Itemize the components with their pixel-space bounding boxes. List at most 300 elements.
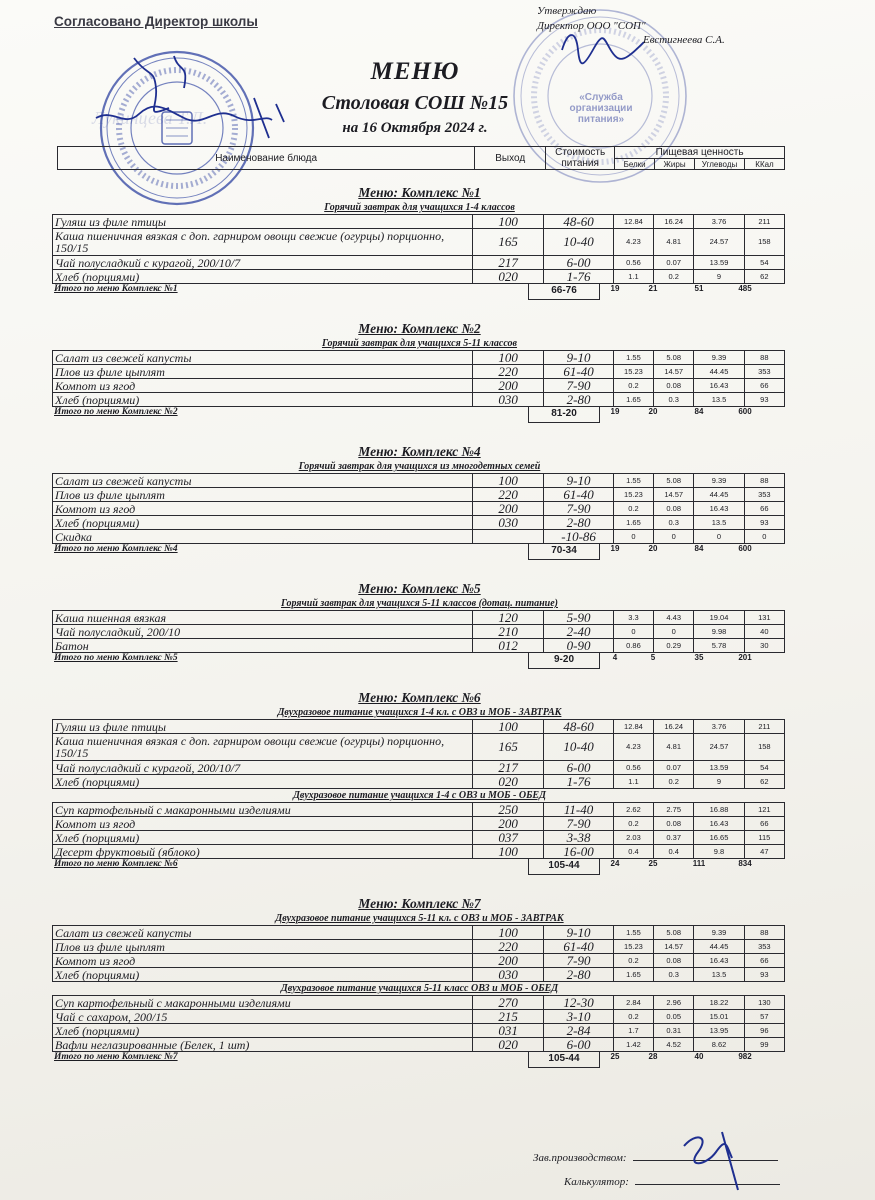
dish-price: 7-90 (544, 817, 613, 831)
dish-price: 61-40 (544, 940, 613, 954)
dish-portion: 217 (472, 256, 543, 270)
total-u: 84 (694, 544, 704, 553)
dish-portion: 200 (472, 817, 543, 831)
dish-name: Хлеб (порциями) (53, 270, 473, 284)
table-row (53, 215, 785, 229)
total-b: 19 (610, 544, 620, 553)
table-row (53, 720, 785, 734)
column-kcal-header: ККал (745, 159, 785, 170)
nutrition-b: 1.1 (613, 775, 653, 789)
table-row (53, 761, 785, 775)
dish-name: Вафли неглазированные (Белек, 1 шт) (53, 1038, 473, 1052)
items-table (52, 925, 785, 982)
nutrition-b: 1.7 (613, 1024, 653, 1038)
dish-name: Компот из ягод (53, 954, 473, 968)
nutrition-b: 1.65 (613, 393, 653, 407)
column-carbs-header: Углеводы (695, 159, 745, 170)
total-kcal: 600 (738, 544, 752, 553)
nutrition-kcal: 47 (744, 845, 784, 859)
nutrition-b: 0.56 (613, 761, 653, 775)
nutrition-kcal: 54 (744, 256, 784, 270)
document-title: МЕНЮ (370, 58, 460, 85)
dish-price: 2-84 (544, 1024, 613, 1038)
nutrition-kcal: 131 (744, 611, 784, 625)
nutrition-b: 1.1 (613, 270, 653, 284)
table-row (53, 803, 785, 817)
dish-portion: 215 (472, 1010, 543, 1024)
dish-price: 10-40 (544, 229, 613, 256)
dish-price: 3-38 (544, 831, 613, 845)
nutrition-kcal: 88 (744, 351, 784, 365)
nutrition-kcal: 88 (744, 926, 784, 940)
nutrition-u: 16.43 (694, 502, 744, 516)
nutrition-b: 1.55 (613, 926, 653, 940)
total-zh: 20 (648, 407, 658, 416)
dish-price: 1-76 (544, 270, 613, 284)
production-manager-signature (676, 1122, 756, 1192)
items-table (52, 214, 785, 284)
table-row (53, 954, 785, 968)
dish-price: 2-80 (544, 393, 613, 407)
complex-title: Меню: Комплекс №6 (358, 690, 481, 705)
nutrition-b: 0.56 (613, 256, 653, 270)
total-zh: 5 (650, 653, 656, 662)
total-u: 35 (694, 653, 704, 662)
dish-price: 7-90 (544, 502, 613, 516)
nutrition-kcal: 40 (744, 625, 784, 639)
table-row (53, 256, 785, 270)
nutrition-kcal: 93 (744, 393, 784, 407)
nutrition-b: 2.62 (613, 803, 653, 817)
nutrition-b: 0 (613, 530, 653, 544)
nutrition-zh: 0.3 (654, 968, 694, 982)
nutrition-kcal: 211 (744, 215, 784, 229)
dish-portion: 100 (472, 215, 543, 229)
nutrition-b: 1.55 (613, 474, 653, 488)
dish-name: Плов из филе цыплят (53, 940, 473, 954)
nutrition-kcal: 66 (744, 502, 784, 516)
nutrition-u: 13.5 (694, 393, 744, 407)
dish-portion: 250 (472, 803, 543, 817)
total-b: 24 (610, 859, 620, 868)
total-price: 81-20 (528, 407, 600, 423)
dish-portion: 100 (472, 845, 543, 859)
nutrition-u: 9.98 (694, 625, 744, 639)
dish-name: Хлеб (порциями) (53, 1024, 473, 1038)
nutrition-zh: 2.75 (654, 803, 694, 817)
dish-name: Скидка (53, 530, 473, 544)
total-label: Итого по меню Комплекс №4 (54, 544, 178, 554)
nutrition-zh: 14.57 (654, 488, 694, 502)
agreed-label: Согласовано Директор школы (54, 14, 258, 29)
nutrition-kcal: 211 (744, 720, 784, 734)
nutrition-zh: 0.3 (654, 393, 694, 407)
dish-name: Хлеб (порциями) (53, 968, 473, 982)
nutrition-zh: 14.57 (654, 940, 694, 954)
total-kcal: 600 (738, 407, 752, 416)
dish-portion: 100 (472, 474, 543, 488)
dish-name: Суп картофельный с макаронными изделиями (53, 803, 473, 817)
table-row (53, 229, 785, 256)
total-kcal: 201 (738, 653, 752, 662)
nutrition-zh: 0 (654, 625, 694, 639)
nutrition-zh: 16.24 (654, 720, 694, 734)
dish-name: Десерт фруктовый (яблоко) (53, 845, 473, 859)
nutrition-b: 15.23 (613, 940, 653, 954)
dish-portion: 210 (472, 625, 543, 639)
dish-price: 2-80 (544, 968, 613, 982)
nutrition-zh: 0 (654, 530, 694, 544)
complex-title: Меню: Комплекс №7 (358, 896, 481, 911)
nutrition-u: 19.04 (694, 611, 744, 625)
nutrition-b: 2.84 (613, 996, 653, 1010)
dish-price: -10-86 (544, 530, 613, 544)
dish-price: 48-60 (544, 720, 613, 734)
dish-name: Салат из свежей капусты (53, 351, 473, 365)
table-row (53, 1024, 785, 1038)
total-zh: 20 (648, 544, 658, 553)
nutrition-kcal: 62 (744, 270, 784, 284)
dish-price: 1-76 (544, 775, 613, 789)
nutrition-b: 4.23 (613, 734, 653, 761)
menu-date: на 16 Октября 2024 г. (342, 120, 488, 136)
nutrition-kcal: 115 (744, 831, 784, 845)
section-subtitle: Двухразовое питание учащихся 5-11 кл. с ОВЗ и МОБ - ЗАВТРАК (275, 913, 564, 924)
total-label: Итого по меню Комплекс №1 (54, 284, 178, 294)
column-price-header: Стоимость питания (546, 147, 615, 170)
menu-complex (52, 443, 787, 560)
total-kcal: 834 (738, 859, 752, 868)
dish-portion: 220 (472, 940, 543, 954)
table-row (53, 926, 785, 940)
nutrition-kcal: 353 (744, 940, 784, 954)
total-u: 40 (694, 1052, 704, 1061)
items-table (52, 719, 785, 789)
nutrition-kcal: 30 (744, 639, 784, 653)
nutrition-kcal: 130 (744, 996, 784, 1010)
nutrition-b: 0.4 (613, 845, 653, 859)
nutrition-zh: 16.24 (654, 215, 694, 229)
nutrition-u: 3.76 (694, 720, 744, 734)
dish-name: Хлеб (порциями) (53, 831, 473, 845)
dish-name: Гуляш из филе птицы (53, 215, 473, 229)
dish-name: Плов из филе цыплят (53, 365, 473, 379)
total-label: Итого по меню Комплекс №2 (54, 407, 178, 417)
nutrition-zh: 14.57 (654, 365, 694, 379)
table-row (53, 270, 785, 284)
dish-price: 5-90 (544, 611, 613, 625)
dish-name: Суп картофельный с макаронными изделиями (53, 996, 473, 1010)
dish-name: Чай с сахаром, 200/15 (53, 1010, 473, 1024)
nutrition-u: 44.45 (694, 488, 744, 502)
menu-complex (52, 689, 787, 875)
dish-price: 2-40 (544, 625, 613, 639)
nutrition-u: 24.57 (694, 734, 744, 761)
nutrition-zh: 0.08 (654, 817, 694, 831)
nutrition-u: 13.95 (694, 1024, 744, 1038)
section-subtitle: Горячий завтрак для учащихся 5-11 классов (дотац. питание) (281, 598, 558, 609)
nutrition-u: 9.8 (694, 845, 744, 859)
table-row (53, 502, 785, 516)
dish-name: Чай полусладкий, 200/10 (53, 625, 473, 639)
items-table (52, 473, 785, 544)
column-out-header: Выход (475, 147, 546, 170)
nutrition-zh: 0.2 (654, 270, 694, 284)
nutrition-u: 0 (694, 530, 744, 544)
complex-spacer (52, 669, 787, 689)
column-protein-header: Белки (615, 159, 655, 170)
section-subtitle: Двухразовое питание учащихся 1-4 кл. с ОВЗ и МОБ - ЗАВТРАК (277, 707, 562, 718)
dish-price: 6-00 (544, 1038, 613, 1052)
total-zh: 21 (648, 284, 658, 293)
complex-spacer (52, 300, 787, 320)
dish-portion: 200 (472, 502, 543, 516)
dish-price: 9-10 (544, 926, 613, 940)
total-b: 4 (612, 653, 618, 662)
dish-name: Компот из ягод (53, 379, 473, 393)
dish-price: 9-10 (544, 474, 613, 488)
dish-name: Хлеб (порциями) (53, 516, 473, 530)
total-kcal: 485 (738, 284, 752, 293)
nutrition-kcal: 121 (744, 803, 784, 817)
company-stamp-text: «Служба организации питания» (569, 92, 633, 125)
nutrition-u: 13.5 (694, 516, 744, 530)
dish-price: 11-40 (544, 803, 613, 817)
nutrition-zh: 0.31 (654, 1024, 694, 1038)
table-row (53, 393, 785, 407)
column-nutrition-header: Пищевая ценность (615, 147, 785, 159)
table-row (53, 775, 785, 789)
total-u: 51 (694, 284, 704, 293)
table-row (53, 365, 785, 379)
total-price: 105-44 (528, 1052, 600, 1068)
nutrition-zh: 0.29 (654, 639, 694, 653)
approval-block (537, 4, 646, 34)
table-row (53, 968, 785, 982)
nutrition-zh: 0.3 (654, 516, 694, 530)
nutrition-zh: 0.37 (654, 831, 694, 845)
dish-name: Каша пшеничная вязкая с доп. гарниром овощи свежие (огурцы) порционно, 150/15 (53, 734, 473, 761)
nutrition-b: 1.65 (613, 516, 653, 530)
menu-complex (52, 580, 787, 669)
nutrition-u: 16.43 (694, 954, 744, 968)
complex-total-row (52, 1052, 787, 1068)
dish-name: Хлеб (порциями) (53, 393, 473, 407)
section-subtitle: Горячий завтрак для учащихся из многодетных семей (298, 461, 541, 472)
nutrition-b: 12.84 (613, 215, 653, 229)
complex-title: Меню: Комплекс №5 (358, 581, 481, 596)
complex-total-row (52, 859, 787, 875)
dish-price: 3-10 (544, 1010, 613, 1024)
menu-body (52, 184, 787, 1068)
total-label: Итого по меню Комплекс №5 (54, 653, 178, 663)
calculator-label: Калькулятор: (564, 1176, 629, 1188)
nutrition-zh: 4.81 (654, 229, 694, 256)
items-table (52, 995, 785, 1052)
dish-portion: 220 (472, 488, 543, 502)
nutrition-zh: 2.96 (654, 996, 694, 1010)
menu-complex (52, 320, 787, 423)
table-row (53, 379, 785, 393)
complex-spacer (52, 560, 787, 580)
dish-name: Хлеб (порциями) (53, 775, 473, 789)
nutrition-u: 16.43 (694, 817, 744, 831)
total-b: 25 (610, 1052, 620, 1061)
nutrition-kcal: 66 (744, 817, 784, 831)
nutrition-b: 0.86 (613, 639, 653, 653)
nutrition-u: 13.59 (694, 256, 744, 270)
table-row (53, 817, 785, 831)
complex-total-row (52, 284, 787, 300)
nutrition-kcal: 54 (744, 761, 784, 775)
table-row (53, 516, 785, 530)
nutrition-kcal: 96 (744, 1024, 784, 1038)
items-table (52, 610, 785, 653)
dish-price: 10-40 (544, 734, 613, 761)
table-row (53, 831, 785, 845)
nutrition-u: 44.45 (694, 365, 744, 379)
dish-name: Каша пшеничная вязкая с доп. гарниром овощи свежие (огурцы) порционно, 150/15 (53, 229, 473, 256)
dish-name: Чай полусладкий с курагой, 200/10/7 (53, 256, 473, 270)
nutrition-b: 2.03 (613, 831, 653, 845)
total-price: 66-76 (528, 284, 600, 300)
nutrition-kcal: 66 (744, 379, 784, 393)
nutrition-u: 24.57 (694, 229, 744, 256)
nutrition-zh: 0.2 (654, 775, 694, 789)
nutrition-u: 9.39 (694, 474, 744, 488)
section-subtitle: Горячий завтрак для учащихся 1-4 классов (324, 202, 515, 213)
total-b: 19 (610, 284, 620, 293)
nutrition-u: 13.5 (694, 968, 744, 982)
nutrition-zh: 0.07 (654, 256, 694, 270)
dish-portion: 220 (472, 365, 543, 379)
nutrition-u: 9.39 (694, 926, 744, 940)
dish-price: 61-40 (544, 365, 613, 379)
dish-price: 61-40 (544, 488, 613, 502)
nutrition-kcal: 0 (744, 530, 784, 544)
table-row (53, 1038, 785, 1052)
nutrition-b: 1.42 (613, 1038, 653, 1052)
nutrition-b: 0.2 (613, 1010, 653, 1024)
table-row (53, 611, 785, 625)
approve-label: Утверждаю (537, 5, 597, 17)
nutrition-b: 15.23 (613, 488, 653, 502)
nutrition-kcal: 57 (744, 1010, 784, 1024)
dish-portion: 100 (472, 351, 543, 365)
items-table (52, 802, 785, 859)
nutrition-b: 3.3 (613, 611, 653, 625)
menu-complex (52, 895, 787, 1068)
dish-name: Компот из ягод (53, 817, 473, 831)
nutrition-b: 0.2 (613, 379, 653, 393)
nutrition-zh: 5.08 (654, 926, 694, 940)
nutrition-u: 3.76 (694, 215, 744, 229)
nutrition-b: 0.2 (613, 954, 653, 968)
menu-complex (52, 184, 787, 300)
nutrition-u: 9 (694, 775, 744, 789)
dish-price: 7-90 (544, 379, 613, 393)
nutrition-zh: 0.4 (654, 845, 694, 859)
nutrition-zh: 0.05 (654, 1010, 694, 1024)
nutrition-u: 9.39 (694, 351, 744, 365)
dish-portion: 012 (472, 639, 543, 653)
dish-portion: 020 (472, 1038, 543, 1052)
table-row (53, 488, 785, 502)
complex-title: Меню: Комплекс №1 (358, 185, 481, 200)
table-row (53, 639, 785, 653)
table-row (53, 996, 785, 1010)
dish-name: Плов из филе цыплят (53, 488, 473, 502)
approver-position: Директор ООО "СОП" (537, 20, 646, 32)
dish-portion: 020 (472, 775, 543, 789)
total-label: Итого по меню Комплекс №6 (54, 859, 178, 869)
nutrition-b: 1.65 (613, 968, 653, 982)
dish-portion: 165 (472, 734, 543, 761)
total-price: 9-20 (528, 653, 600, 669)
nutrition-zh: 0.08 (654, 379, 694, 393)
nutrition-b: 0.2 (613, 502, 653, 516)
nutrition-b: 0 (613, 625, 653, 639)
nutrition-u: 8.62 (694, 1038, 744, 1052)
nutrition-u: 9 (694, 270, 744, 284)
section-subtitle: Двухразовое питание учащихся 5-11 класс ОВЗ и МОБ - ОБЕД (280, 983, 559, 994)
total-label: Итого по меню Комплекс №7 (54, 1052, 178, 1062)
dish-portion: 031 (472, 1024, 543, 1038)
nutrition-u: 15.01 (694, 1010, 744, 1024)
complex-spacer (52, 875, 787, 895)
column-header-table (57, 146, 785, 170)
dish-name: Салат из свежей капусты (53, 926, 473, 940)
nutrition-kcal: 158 (744, 734, 784, 761)
nutrition-zh: 0.08 (654, 502, 694, 516)
dish-price: 0-90 (544, 639, 613, 653)
nutrition-zh: 4.81 (654, 734, 694, 761)
table-row (53, 474, 785, 488)
nutrition-b: 1.55 (613, 351, 653, 365)
nutrition-u: 5.78 (694, 639, 744, 653)
dish-price: 2-80 (544, 516, 613, 530)
nutrition-b: 12.84 (613, 720, 653, 734)
dish-portion: 200 (472, 954, 543, 968)
total-u: 111 (692, 859, 706, 868)
total-zh: 25 (648, 859, 658, 868)
dish-portion: 217 (472, 761, 543, 775)
nutrition-zh: 0.07 (654, 761, 694, 775)
total-b: 19 (610, 407, 620, 416)
nutrition-u: 18.22 (694, 996, 744, 1010)
table-row (53, 625, 785, 639)
dish-portion: 270 (472, 996, 543, 1010)
nutrition-zh: 5.08 (654, 351, 694, 365)
dish-price: 12-30 (544, 996, 613, 1010)
total-price: 70-34 (528, 544, 600, 560)
nutrition-b: 4.23 (613, 229, 653, 256)
nutrition-kcal: 158 (744, 229, 784, 256)
dish-portion: 037 (472, 831, 543, 845)
complex-title: Меню: Комплекс №2 (358, 321, 481, 336)
items-table (52, 350, 785, 407)
nutrition-kcal: 88 (744, 474, 784, 488)
dish-name: Батон (53, 639, 473, 653)
nutrition-kcal: 66 (744, 954, 784, 968)
nutrition-zh: 4.43 (654, 611, 694, 625)
nutrition-kcal: 62 (744, 775, 784, 789)
dish-price: 6-00 (544, 761, 613, 775)
dish-name: Салат из свежей капусты (53, 474, 473, 488)
nutrition-u: 44.45 (694, 940, 744, 954)
section-subtitle: Горячий завтрак для учащихся 5-11 классов (321, 338, 518, 349)
nutrition-zh: 0.08 (654, 954, 694, 968)
